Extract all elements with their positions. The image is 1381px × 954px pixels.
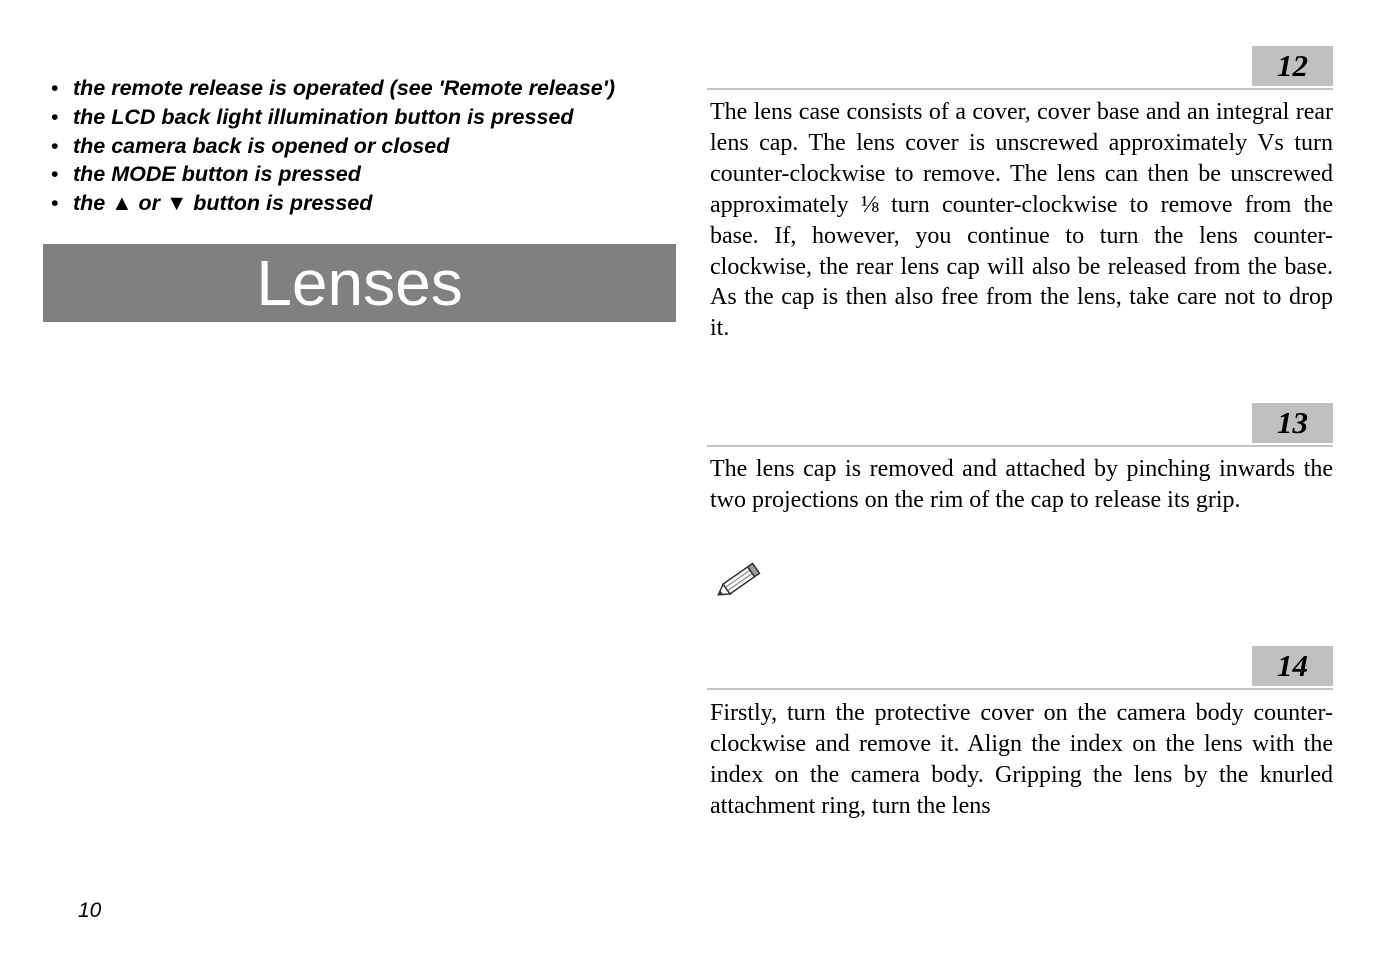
section-number: 13: [1252, 403, 1333, 443]
section-header-13: [707, 403, 1333, 447]
section-header-14: [707, 646, 1333, 690]
list-item: • the remote release is operated (see 'Remote release'): [48, 74, 615, 103]
section-paragraph: The lens cap is removed and attached by pinching inwards the two projections on the rim of the cap to release its grip.: [710, 456, 1333, 513]
list-item: • the LCD back light illumination button is pressed: [48, 103, 615, 132]
pencil-icon: [712, 560, 764, 602]
section-paragraph: Firstly, turn the protective cover on the camera body counter-clockwise and remove it. Align the index on the lens with the index on the camera body. Gripping the lens by the knurled attachment ring, turn the lens: [710, 700, 1333, 819]
section-header-12: [707, 46, 1333, 90]
list-item: • the camera back is opened or closed: [48, 132, 615, 161]
section-paragraph: The lens case consists of a cover, cover base and an integral rear lens cap. The lens cover is unscrewed approximately Vs turn counter-clockwise to remove. The lens can then be unscrewed approximately ⅛ turn counter-clockwise to remove from the base. If, however, you continue to turn the lens counter-clockwise, the rear lens cap will also be released from the base. As the cap is then also free from the lens, take care not to drop it.: [710, 99, 1333, 342]
section-number: 14: [1252, 646, 1333, 686]
list-item: • the ▲ or ▼ button is pressed: [48, 189, 615, 218]
section-number: 12: [1252, 46, 1333, 86]
bullet-list: [48, 74, 615, 218]
section-title-banner: Lenses: [43, 244, 676, 322]
list-item: • the MODE button is pressed: [48, 160, 615, 189]
page-number: 10: [78, 899, 102, 922]
